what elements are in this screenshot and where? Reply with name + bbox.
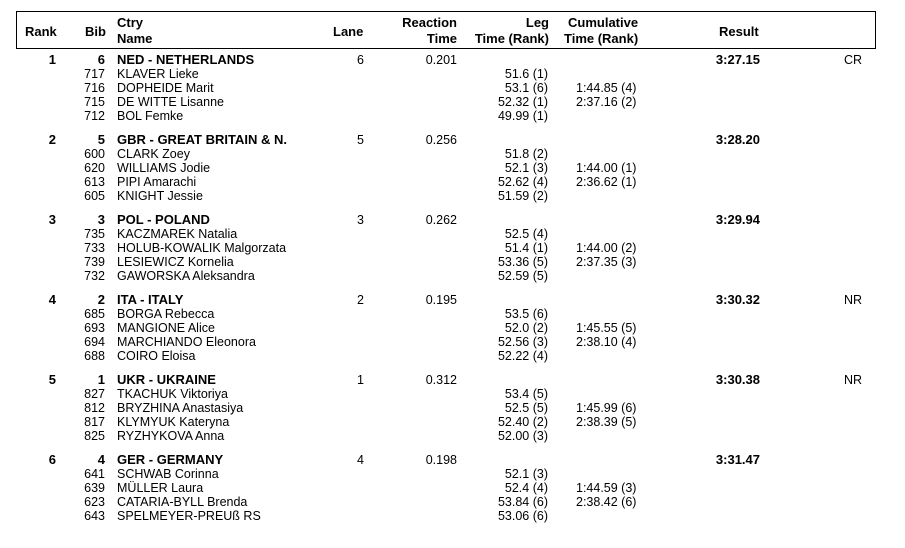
team-bib: 1	[97, 372, 105, 387]
swimmer-row	[0, 175, 905, 189]
team-country: GBR - GREAT BRITAIN & N.	[117, 132, 287, 147]
team-record: NR	[844, 373, 863, 387]
swimmer-row	[0, 415, 905, 429]
swimmer-cumulative-time: 2:37.16 (2)	[576, 95, 637, 109]
team-reaction-time: 0.256	[425, 133, 457, 147]
team-country: NED - NETHERLANDS	[117, 52, 255, 67]
swimmer-row	[0, 81, 905, 95]
swimmer-leg-time: 51.6 (1)	[504, 67, 548, 81]
team-result: 3:29.94	[715, 212, 760, 227]
team-reaction-time: 0.198	[425, 453, 457, 467]
swimmer-name: WILLIAMS Jodie	[117, 161, 211, 175]
swimmer-name: KACZMAREK Natalia	[117, 227, 238, 241]
swimmer-name: MÜLLER Laura	[117, 481, 204, 495]
swimmer-bib: 620	[84, 161, 105, 175]
swimmer-row	[0, 95, 905, 109]
header-lane: Lane	[333, 24, 364, 39]
swimmer-bib: 825	[84, 429, 105, 443]
swimmer-leg-time: 52.32 (1)	[497, 95, 548, 109]
team-lane: 2	[357, 293, 364, 307]
swimmer-row	[0, 335, 905, 349]
swimmer-cumulative-time: 1:45.99 (6)	[576, 401, 637, 415]
team-rank: 1	[48, 52, 56, 67]
team-lane: 1	[357, 373, 364, 387]
swimmer-leg-time: 52.62 (4)	[497, 175, 548, 189]
team-lane: 5	[357, 133, 364, 147]
team-row	[0, 133, 905, 147]
swimmer-cumulative-time: 1:44.00 (2)	[576, 241, 637, 255]
swimmer-name: TKACHUK Viktoriya	[117, 387, 228, 401]
swimmer-row	[0, 255, 905, 269]
swimmer-row	[0, 307, 905, 321]
swimmer-row	[0, 161, 905, 175]
swimmer-name: HOLUB-KOWALIK Malgorzata	[117, 241, 287, 255]
swimmer-row	[0, 349, 905, 363]
swimmer-row	[0, 269, 905, 283]
swimmer-name: DOPHEIDE Marit	[117, 81, 214, 95]
header-result: Result	[719, 24, 759, 39]
swimmer-cumulative-time: 2:38.10 (4)	[576, 335, 637, 349]
team-rank: 5	[48, 372, 56, 387]
swimmer-name: CATARIA-BYLL Brenda	[117, 495, 248, 509]
header-rank: Rank	[25, 24, 57, 39]
swimmer-leg-time: 52.0 (2)	[504, 321, 548, 335]
swimmer-bib: 812	[84, 401, 105, 415]
team-reaction-time: 0.201	[425, 53, 457, 67]
team-reaction-time: 0.195	[425, 293, 457, 307]
team-block	[0, 53, 905, 133]
team-row	[0, 373, 905, 387]
swimmer-leg-time: 53.5 (6)	[504, 307, 548, 321]
swimmer-bib: 739	[84, 255, 105, 269]
team-bib: 2	[97, 292, 105, 307]
team-bib: 4	[97, 452, 105, 467]
swimmer-leg-time: 51.4 (1)	[504, 241, 548, 255]
swimmer-row	[0, 387, 905, 401]
swimmer-leg-time: 53.1 (6)	[504, 81, 548, 95]
swimmer-leg-time: 52.56 (3)	[497, 335, 548, 349]
swimmer-cumulative-time: 1:44.59 (3)	[576, 481, 637, 495]
swimmer-cumulative-time: 2:37.35 (3)	[576, 255, 637, 269]
swimmer-row	[0, 467, 905, 481]
results-header	[16, 11, 876, 49]
swimmer-name: DE WITTE Lisanne	[117, 95, 224, 109]
swimmer-bib: 643	[84, 509, 105, 523]
swimmer-cumulative-time: 2:36.62 (1)	[576, 175, 637, 189]
swimmer-name: KLYMYUK Kateryna	[117, 415, 230, 429]
swimmer-leg-time: 51.59 (2)	[497, 189, 548, 203]
swimmer-name: MANGIONE Alice	[117, 321, 215, 335]
swimmer-leg-time: 52.00 (3)	[497, 429, 548, 443]
swimmer-leg-time: 52.1 (3)	[504, 467, 548, 481]
swimmer-leg-time: 53.36 (5)	[497, 255, 548, 269]
swimmer-bib: 715	[84, 95, 105, 109]
swimmer-leg-time: 52.5 (5)	[504, 401, 548, 415]
swimmer-cumulative-time: 2:38.42 (6)	[576, 495, 637, 509]
swimmer-bib: 827	[84, 387, 105, 401]
team-reaction-time: 0.262	[425, 213, 457, 227]
team-result: 3:30.32	[715, 292, 760, 307]
swimmer-bib: 817	[84, 415, 105, 429]
team-block	[0, 133, 905, 213]
team-row	[0, 293, 905, 307]
swimmer-row	[0, 495, 905, 509]
swimmer-name: SPELMEYER-PREUß RS	[117, 509, 261, 523]
swimmer-name: KNIGHT Jessie	[117, 189, 203, 203]
team-lane: 6	[357, 53, 364, 67]
swimmer-name: CLARK Zoey	[117, 147, 190, 161]
team-country: ITA - ITALY	[117, 292, 184, 307]
team-record: CR	[844, 53, 863, 67]
swimmer-name: MARCHIANDO Eleonora	[117, 335, 256, 349]
team-bib: 6	[97, 52, 105, 67]
swimmer-leg-time: 52.22 (4)	[497, 349, 548, 363]
swimmer-row	[0, 109, 905, 123]
swimmer-name: PIPI Amarachi	[117, 175, 197, 189]
team-rank: 6	[48, 452, 56, 467]
team-row	[0, 53, 905, 67]
team-rank: 4	[48, 292, 56, 307]
swimmer-leg-time: 53.06 (6)	[497, 509, 548, 523]
team-bib: 3	[97, 212, 105, 227]
header-leg: Leg	[525, 15, 549, 30]
swimmer-row	[0, 227, 905, 241]
team-result: 3:31.47	[715, 452, 760, 467]
header-leg-time: Time (Rank)	[474, 31, 549, 46]
swimmer-bib: 641	[84, 467, 105, 481]
swimmer-row	[0, 67, 905, 81]
team-bib: 5	[97, 132, 105, 147]
header-ctry: Ctry	[117, 15, 144, 30]
swimmer-row	[0, 321, 905, 335]
swimmer-row	[0, 509, 905, 523]
swimmer-name: COIRO Eloisa	[117, 349, 196, 363]
team-reaction-time: 0.312	[425, 373, 457, 387]
swimmer-cumulative-time: 1:45.55 (5)	[576, 321, 637, 335]
swimmer-bib: 613	[84, 175, 105, 189]
swimmer-leg-time: 52.1 (3)	[504, 161, 548, 175]
swimmer-cumulative-time: 1:44.00 (1)	[576, 161, 637, 175]
team-result: 3:28.20	[715, 132, 760, 147]
results-list	[0, 53, 905, 533]
team-lane: 4	[357, 453, 364, 467]
team-row	[0, 213, 905, 227]
team-block	[0, 373, 905, 453]
swimmer-row	[0, 189, 905, 203]
swimmer-name: BRYZHINA Anastasiya	[117, 401, 244, 415]
swimmer-row	[0, 401, 905, 415]
team-block	[0, 293, 905, 373]
swimmer-row	[0, 429, 905, 443]
swimmer-row	[0, 147, 905, 161]
team-block	[0, 453, 905, 533]
swimmer-bib: 732	[84, 269, 105, 283]
swimmer-leg-time: 51.8 (2)	[504, 147, 548, 161]
team-block	[0, 213, 905, 293]
swimmer-name: SCHWAB Corinna	[117, 467, 219, 481]
swimmer-bib: 733	[84, 241, 105, 255]
team-country: GER - GERMANY	[117, 452, 224, 467]
swimmer-bib: 716	[84, 81, 105, 95]
header-reaction: Reaction	[402, 15, 457, 30]
team-rank: 3	[48, 212, 56, 227]
swimmer-name: BOL Femke	[117, 109, 184, 123]
header-cumulative-time: Time (Rank)	[564, 31, 639, 46]
header-bib: Bib	[85, 24, 106, 39]
swimmer-cumulative-time: 2:38.39 (5)	[576, 415, 637, 429]
swimmer-bib: 685	[84, 307, 105, 321]
team-country: POL - POLAND	[117, 212, 210, 227]
team-rank: 2	[48, 132, 56, 147]
swimmer-bib: 600	[84, 147, 105, 161]
swimmer-bib: 693	[84, 321, 105, 335]
team-result: 3:30.38	[715, 372, 760, 387]
swimmer-cumulative-time: 1:44.85 (4)	[576, 81, 637, 95]
swimmer-name: LESIEWICZ Kornelia	[117, 255, 234, 269]
swimmer-bib: 717	[84, 67, 105, 81]
swimmer-name: GAWORSKA Aleksandra	[117, 269, 255, 283]
header-reaction-time: Time	[426, 31, 457, 46]
swimmer-leg-time: 53.84 (6)	[497, 495, 548, 509]
header-cumulative: Cumulative	[568, 15, 639, 30]
swimmer-leg-time: 49.99 (1)	[497, 109, 548, 123]
team-country: UKR - UKRAINE	[117, 372, 216, 387]
swimmer-name: BORGA Rebecca	[117, 307, 215, 321]
swimmer-row	[0, 241, 905, 255]
swimmer-bib: 712	[84, 109, 105, 123]
swimmer-leg-time: 52.59 (5)	[497, 269, 548, 283]
swimmer-name: RYZHYKOVA Anna	[117, 429, 225, 443]
swimmer-bib: 688	[84, 349, 105, 363]
swimmer-bib: 694	[84, 335, 105, 349]
swimmer-bib: 735	[84, 227, 105, 241]
swimmer-bib: 639	[84, 481, 105, 495]
swimmer-leg-time: 52.5 (4)	[504, 227, 548, 241]
team-row	[0, 453, 905, 467]
swimmer-leg-time: 53.4 (5)	[504, 387, 548, 401]
swimmer-name: KLAVER Lieke	[117, 67, 199, 81]
swimmer-leg-time: 52.40 (2)	[497, 415, 548, 429]
team-lane: 3	[357, 213, 364, 227]
swimmer-bib: 623	[84, 495, 105, 509]
swimmer-row	[0, 481, 905, 495]
team-record: NR	[844, 293, 863, 307]
swimmer-bib: 605	[84, 189, 105, 203]
team-result: 3:27.15	[715, 52, 760, 67]
header-name: Name	[117, 31, 153, 46]
swimmer-leg-time: 52.4 (4)	[504, 481, 548, 495]
